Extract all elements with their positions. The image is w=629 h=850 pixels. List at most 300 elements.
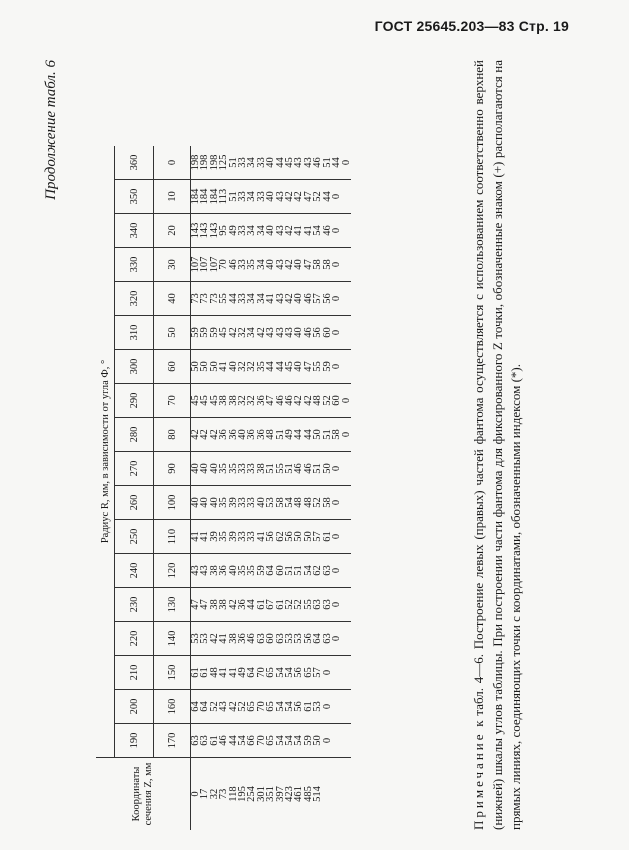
angle-bottom-8: 90 bbox=[154, 452, 191, 486]
angle-top-7: 260 bbox=[115, 486, 154, 520]
value-cell: 36 bbox=[219, 554, 228, 588]
angle-top-10: 290 bbox=[115, 384, 154, 418]
table-row bbox=[219, 146, 228, 830]
angle-top-17: 360 bbox=[115, 146, 154, 180]
value-cell: 38 bbox=[219, 384, 228, 418]
value-cell: 32 bbox=[247, 350, 256, 384]
value-cell: 40 bbox=[294, 316, 303, 350]
value-cell: 35 bbox=[238, 554, 247, 588]
value-cell: 40 bbox=[210, 486, 219, 520]
value-cell: 46 bbox=[247, 622, 256, 656]
value-cell: 40 bbox=[266, 146, 275, 180]
value-cell: 39 bbox=[229, 486, 238, 520]
value-cell: 0 bbox=[342, 146, 351, 180]
value-cell: 46 bbox=[285, 384, 294, 418]
value-cell: 50 bbox=[294, 520, 303, 554]
value-cell: 33 bbox=[238, 214, 247, 248]
value-cell: 59 bbox=[191, 316, 201, 350]
value-cell: 43 bbox=[276, 282, 285, 316]
value-cell: 33 bbox=[247, 486, 256, 520]
angle-bottom-17: 0 bbox=[154, 146, 191, 180]
value-cell: 42 bbox=[200, 418, 209, 452]
value-cell: 48 bbox=[210, 656, 219, 690]
angle-bottom-10: 70 bbox=[154, 384, 191, 418]
value-cell: 36 bbox=[257, 384, 266, 418]
value-cell: 143 bbox=[191, 214, 201, 248]
value-cell: 0 bbox=[323, 690, 332, 724]
value-cell: 54 bbox=[285, 690, 294, 724]
value-cell: 45 bbox=[285, 350, 294, 384]
value-cell: 64 bbox=[313, 622, 322, 656]
value-cell: 57 bbox=[313, 282, 322, 316]
value-cell: 70 bbox=[257, 724, 266, 758]
value-cell: 54 bbox=[276, 724, 285, 758]
value-cell: 56 bbox=[266, 520, 275, 554]
value-cell: 43 bbox=[294, 146, 303, 180]
value-cell: 41 bbox=[229, 656, 238, 690]
angle-top-1: 200 bbox=[115, 690, 154, 724]
value-cell: 54 bbox=[276, 656, 285, 690]
value-cell bbox=[342, 180, 351, 214]
value-cell: 40 bbox=[191, 452, 201, 486]
value-cell: 50 bbox=[200, 350, 209, 384]
value-cell: 33 bbox=[257, 180, 266, 214]
value-cell: 40 bbox=[238, 418, 247, 452]
value-cell: 48 bbox=[313, 384, 322, 418]
group-header: Радиус R, мм, в зависимости от угла Ф, ° bbox=[96, 146, 115, 758]
value-cell: 53 bbox=[313, 690, 322, 724]
value-cell: 53 bbox=[191, 622, 201, 656]
value-cell: 0 bbox=[332, 486, 341, 520]
value-cell: 55 bbox=[313, 350, 322, 384]
value-cell: 0 bbox=[332, 520, 341, 554]
value-cell: 42 bbox=[285, 282, 294, 316]
value-cell: 107 bbox=[200, 248, 209, 282]
value-cell: 0 bbox=[332, 180, 341, 214]
value-cell: 45 bbox=[191, 384, 201, 418]
value-cell: 61 bbox=[276, 588, 285, 622]
value-cell: 47 bbox=[266, 384, 275, 418]
value-cell: 58 bbox=[276, 486, 285, 520]
value-cell: 107 bbox=[210, 248, 219, 282]
value-cell: 46 bbox=[304, 316, 313, 350]
table-row bbox=[266, 146, 275, 830]
value-cell: 34 bbox=[257, 282, 266, 316]
z-cell: 351 bbox=[265, 786, 277, 802]
value-cell: 59 bbox=[304, 724, 313, 758]
angle-bottom-15: 20 bbox=[154, 214, 191, 248]
value-cell: 0 bbox=[342, 418, 351, 452]
value-cell: 42 bbox=[229, 690, 238, 724]
value-cell: 39 bbox=[229, 520, 238, 554]
angle-top-2: 210 bbox=[115, 656, 154, 690]
angle-top-14: 330 bbox=[115, 248, 154, 282]
value-cell: 50 bbox=[191, 350, 201, 384]
angle-bottom-2: 150 bbox=[154, 656, 191, 690]
value-cell: 65 bbox=[247, 690, 256, 724]
angle-top-6: 250 bbox=[115, 520, 154, 554]
rotated-page-content bbox=[40, 50, 600, 830]
angle-bottom-12: 50 bbox=[154, 316, 191, 350]
value-cell: 36 bbox=[219, 418, 228, 452]
value-cell: 61 bbox=[323, 520, 332, 554]
value-cell: 49 bbox=[229, 214, 238, 248]
value-cell: 61 bbox=[304, 690, 313, 724]
value-cell: 50 bbox=[313, 724, 322, 758]
value-cell: 64 bbox=[266, 554, 275, 588]
value-cell: 143 bbox=[210, 214, 219, 248]
value-cell: 34 bbox=[257, 214, 266, 248]
value-cell: 58 bbox=[332, 418, 341, 452]
value-cell: 36 bbox=[229, 418, 238, 452]
value-cell: 41 bbox=[304, 214, 313, 248]
value-cell: 40 bbox=[266, 180, 275, 214]
angle-top-15: 340 bbox=[115, 214, 154, 248]
value-cell: 46 bbox=[304, 452, 313, 486]
value-cell: 184 bbox=[200, 180, 209, 214]
value-cell: 50 bbox=[313, 418, 322, 452]
value-cell: 46 bbox=[276, 384, 285, 418]
value-cell: 43 bbox=[191, 554, 201, 588]
value-cell: 42 bbox=[285, 214, 294, 248]
value-cell: 57 bbox=[313, 520, 322, 554]
z-cell: 0 bbox=[190, 791, 201, 797]
value-cell: 59 bbox=[210, 316, 219, 350]
value-cell: 46 bbox=[304, 282, 313, 316]
value-cell: 35 bbox=[229, 452, 238, 486]
value-cell: 63 bbox=[323, 622, 332, 656]
value-cell: 0 bbox=[332, 248, 341, 282]
value-cell: 52 bbox=[238, 690, 247, 724]
value-cell: 52 bbox=[323, 384, 332, 418]
value-cell: 56 bbox=[285, 520, 294, 554]
z-cell bbox=[323, 758, 332, 831]
value-cell: 63 bbox=[323, 554, 332, 588]
table-row bbox=[304, 146, 313, 830]
value-cell bbox=[342, 622, 351, 656]
value-cell: 60 bbox=[276, 554, 285, 588]
value-cell: 42 bbox=[285, 180, 294, 214]
table-row bbox=[294, 146, 303, 830]
value-cell: 0 bbox=[332, 316, 341, 350]
table-note bbox=[470, 60, 526, 830]
value-cell: 47 bbox=[304, 248, 313, 282]
table-continuation-title: Продолжение табл. 6 bbox=[43, 60, 59, 200]
value-cell: 38 bbox=[210, 588, 219, 622]
value-cell: 64 bbox=[247, 656, 256, 690]
table-row bbox=[342, 146, 351, 830]
value-cell: 50 bbox=[323, 452, 332, 486]
value-cell: 54 bbox=[304, 554, 313, 588]
z-cell bbox=[342, 758, 351, 831]
value-cell: 60 bbox=[332, 384, 341, 418]
angle-bottom-4: 130 bbox=[154, 588, 191, 622]
value-cell: 45 bbox=[219, 316, 228, 350]
value-cell: 55 bbox=[304, 588, 313, 622]
angle-bottom-16: 10 bbox=[154, 180, 191, 214]
value-cell: 40 bbox=[200, 486, 209, 520]
value-cell bbox=[332, 690, 341, 724]
value-cell: 47 bbox=[200, 588, 209, 622]
value-cell: 52 bbox=[210, 690, 219, 724]
value-cell: 42 bbox=[210, 418, 219, 452]
value-cell: 34 bbox=[257, 248, 266, 282]
value-cell: 44 bbox=[266, 350, 275, 384]
z-cell: 301 bbox=[255, 786, 267, 802]
value-cell: 0 bbox=[332, 452, 341, 486]
note-label: Примечание bbox=[471, 731, 486, 830]
table-row bbox=[247, 146, 256, 830]
value-cell: 56 bbox=[304, 622, 313, 656]
value-cell: 41 bbox=[200, 520, 209, 554]
value-cell: 62 bbox=[276, 520, 285, 554]
value-cell: 33 bbox=[238, 452, 247, 486]
value-cell: 70 bbox=[219, 248, 228, 282]
value-cell bbox=[342, 724, 351, 758]
z-cell: 254 bbox=[246, 786, 258, 802]
value-cell: 44 bbox=[247, 588, 256, 622]
value-cell: 33 bbox=[247, 520, 256, 554]
angle-bottom-1: 160 bbox=[154, 690, 191, 724]
value-cell: 58 bbox=[323, 248, 332, 282]
value-cell: 33 bbox=[247, 452, 256, 486]
value-cell: 44 bbox=[276, 350, 285, 384]
angle-top-0: 190 bbox=[115, 724, 154, 758]
value-cell: 51 bbox=[285, 452, 294, 486]
z-cell: 118 bbox=[227, 786, 239, 802]
value-cell: 34 bbox=[247, 214, 256, 248]
value-cell: 40 bbox=[229, 554, 238, 588]
angle-bottom-5: 120 bbox=[154, 554, 191, 588]
value-cell: 35 bbox=[219, 520, 228, 554]
value-cell: 63 bbox=[276, 622, 285, 656]
value-cell: 43 bbox=[276, 248, 285, 282]
value-cell: 67 bbox=[266, 588, 275, 622]
value-cell: 0 bbox=[332, 588, 341, 622]
value-cell: 0 bbox=[323, 656, 332, 690]
value-cell: 61 bbox=[191, 656, 201, 690]
table-row bbox=[210, 146, 219, 830]
value-cell: 52 bbox=[285, 588, 294, 622]
value-cell: 34 bbox=[247, 146, 256, 180]
value-cell: 36 bbox=[257, 418, 266, 452]
value-cell: 58 bbox=[323, 486, 332, 520]
value-cell: 65 bbox=[304, 656, 313, 690]
value-cell: 40 bbox=[266, 248, 275, 282]
value-cell: 198 bbox=[200, 146, 209, 180]
value-cell: 51 bbox=[276, 418, 285, 452]
value-cell: 41 bbox=[219, 622, 228, 656]
angle-bottom-3: 140 bbox=[154, 622, 191, 656]
value-cell: 45 bbox=[200, 384, 209, 418]
value-cell: 38 bbox=[210, 554, 219, 588]
z-cell bbox=[332, 758, 341, 831]
value-cell: 35 bbox=[219, 452, 228, 486]
value-cell: 35 bbox=[219, 486, 228, 520]
value-cell: 43 bbox=[266, 316, 275, 350]
value-cell: 60 bbox=[323, 316, 332, 350]
value-cell: 41 bbox=[219, 350, 228, 384]
value-cell: 54 bbox=[238, 724, 247, 758]
value-cell: 46 bbox=[323, 214, 332, 248]
value-cell: 54 bbox=[294, 724, 303, 758]
value-cell bbox=[342, 520, 351, 554]
value-cell: 33 bbox=[238, 180, 247, 214]
value-cell: 62 bbox=[313, 554, 322, 588]
value-cell: 40 bbox=[294, 350, 303, 384]
value-cell: 35 bbox=[247, 248, 256, 282]
value-cell: 42 bbox=[229, 588, 238, 622]
angle-bottom-13: 40 bbox=[154, 282, 191, 316]
angle-top-11: 300 bbox=[115, 350, 154, 384]
value-cell: 59 bbox=[200, 316, 209, 350]
value-cell: 0 bbox=[332, 350, 341, 384]
value-cell: 33 bbox=[238, 248, 247, 282]
value-cell: 49 bbox=[285, 418, 294, 452]
angle-top-4: 230 bbox=[115, 588, 154, 622]
z-cell: 17 bbox=[199, 788, 211, 800]
value-cell: 54 bbox=[313, 214, 322, 248]
value-cell: 42 bbox=[257, 316, 266, 350]
value-cell: 53 bbox=[285, 622, 294, 656]
value-cell: 47 bbox=[304, 350, 313, 384]
value-cell: 143 bbox=[200, 214, 209, 248]
value-cell bbox=[342, 452, 351, 486]
value-cell bbox=[332, 724, 341, 758]
angle-bottom-7: 100 bbox=[154, 486, 191, 520]
value-cell: 0 bbox=[323, 724, 332, 758]
value-cell: 61 bbox=[210, 724, 219, 758]
value-cell: 58 bbox=[313, 248, 322, 282]
value-cell bbox=[342, 282, 351, 316]
value-cell: 56 bbox=[294, 656, 303, 690]
value-cell: 42 bbox=[304, 384, 313, 418]
value-cell: 48 bbox=[294, 486, 303, 520]
value-cell: 44 bbox=[323, 180, 332, 214]
value-cell: 40 bbox=[294, 282, 303, 316]
value-cell: 44 bbox=[294, 418, 303, 452]
value-cell: 54 bbox=[285, 656, 294, 690]
value-cell: 63 bbox=[257, 622, 266, 656]
value-cell bbox=[342, 656, 351, 690]
value-cell: 38 bbox=[229, 622, 238, 656]
value-cell: 44 bbox=[304, 418, 313, 452]
value-cell: 36 bbox=[247, 418, 256, 452]
value-cell: 63 bbox=[200, 724, 209, 758]
value-cell: 40 bbox=[191, 486, 201, 520]
value-cell: 47 bbox=[304, 180, 313, 214]
table-row bbox=[191, 146, 201, 830]
z-cell: 195 bbox=[237, 786, 249, 802]
value-cell: 44 bbox=[229, 282, 238, 316]
value-cell: 41 bbox=[266, 282, 275, 316]
value-cell: 52 bbox=[313, 486, 322, 520]
value-cell: 107 bbox=[191, 248, 201, 282]
value-cell: 44 bbox=[332, 146, 341, 180]
note-text: к табл. 4—6. Построение левых (правых) частей фантома осуществляется с использованием соответственно верхней (нижней) шкалы углов таблицы. При построении части фантома для фиксированного Z точки, обозначенные знаком (+) располагаются на прямых линиях, соединяющих точки с координатами, обозначенными индексом (*). bbox=[471, 60, 523, 830]
value-cell: 51 bbox=[313, 452, 322, 486]
value-cell: 54 bbox=[276, 690, 285, 724]
table-row bbox=[276, 146, 285, 830]
value-cell: 34 bbox=[247, 282, 256, 316]
value-cell: 46 bbox=[294, 452, 303, 486]
value-cell: 53 bbox=[294, 622, 303, 656]
value-cell: 61 bbox=[200, 656, 209, 690]
value-cell: 63 bbox=[313, 588, 322, 622]
value-cell: 53 bbox=[200, 622, 209, 656]
value-cell: 32 bbox=[247, 384, 256, 418]
value-cell: 40 bbox=[257, 486, 266, 520]
value-cell: 52 bbox=[294, 588, 303, 622]
value-cell: 64 bbox=[200, 690, 209, 724]
angle-top-3: 220 bbox=[115, 622, 154, 656]
value-cell: 70 bbox=[257, 656, 266, 690]
value-cell: 35 bbox=[257, 350, 266, 384]
z-cell: 485 bbox=[302, 786, 314, 802]
value-cell: 41 bbox=[294, 214, 303, 248]
z-cell: 73 bbox=[218, 788, 230, 800]
value-cell: 38 bbox=[229, 384, 238, 418]
value-cell: 47 bbox=[191, 588, 201, 622]
value-cell: 51 bbox=[229, 146, 238, 180]
table-row bbox=[285, 146, 294, 830]
value-cell: 59 bbox=[323, 350, 332, 384]
angle-bottom-6: 110 bbox=[154, 520, 191, 554]
value-cell: 45 bbox=[210, 384, 219, 418]
value-cell: 45 bbox=[285, 146, 294, 180]
coord-header: Координаты сечения Z, мм bbox=[96, 758, 191, 831]
value-cell: 73 bbox=[191, 282, 201, 316]
value-cell: 61 bbox=[257, 588, 266, 622]
value-cell: 53 bbox=[266, 486, 275, 520]
z-cell: 397 bbox=[274, 786, 286, 802]
value-cell bbox=[342, 486, 351, 520]
value-cell: 65 bbox=[266, 724, 275, 758]
value-cell: 54 bbox=[285, 724, 294, 758]
value-cell: 41 bbox=[219, 656, 228, 690]
value-cell: 125 bbox=[219, 146, 228, 180]
value-cell: 46 bbox=[313, 146, 322, 180]
value-cell: 57 bbox=[313, 656, 322, 690]
z-cell: 514 bbox=[312, 786, 324, 802]
value-cell: 0 bbox=[332, 214, 341, 248]
value-cell: 44 bbox=[276, 146, 285, 180]
z-cell: 423 bbox=[284, 786, 296, 802]
value-cell: 42 bbox=[285, 248, 294, 282]
value-cell: 59 bbox=[257, 554, 266, 588]
value-cell: 43 bbox=[276, 214, 285, 248]
value-cell: 44 bbox=[229, 724, 238, 758]
value-cell: 54 bbox=[285, 486, 294, 520]
value-cell: 0 bbox=[332, 554, 341, 588]
value-cell: 63 bbox=[323, 588, 332, 622]
table-row bbox=[200, 146, 209, 830]
value-cell bbox=[342, 316, 351, 350]
value-cell bbox=[342, 248, 351, 282]
value-cell: 46 bbox=[229, 248, 238, 282]
value-cell: 0 bbox=[342, 384, 351, 418]
value-cell: 39 bbox=[210, 520, 219, 554]
value-cell: 66 bbox=[247, 724, 256, 758]
table-row bbox=[257, 146, 266, 830]
angle-top-9: 280 bbox=[115, 418, 154, 452]
value-cell: 198 bbox=[210, 146, 219, 180]
table-row bbox=[323, 146, 332, 830]
value-cell: 113 bbox=[219, 180, 228, 214]
page-header: ГОСТ 25645.203—83 Стр. 19 bbox=[374, 18, 569, 34]
value-cell: 33 bbox=[238, 282, 247, 316]
angle-top-5: 240 bbox=[115, 554, 154, 588]
